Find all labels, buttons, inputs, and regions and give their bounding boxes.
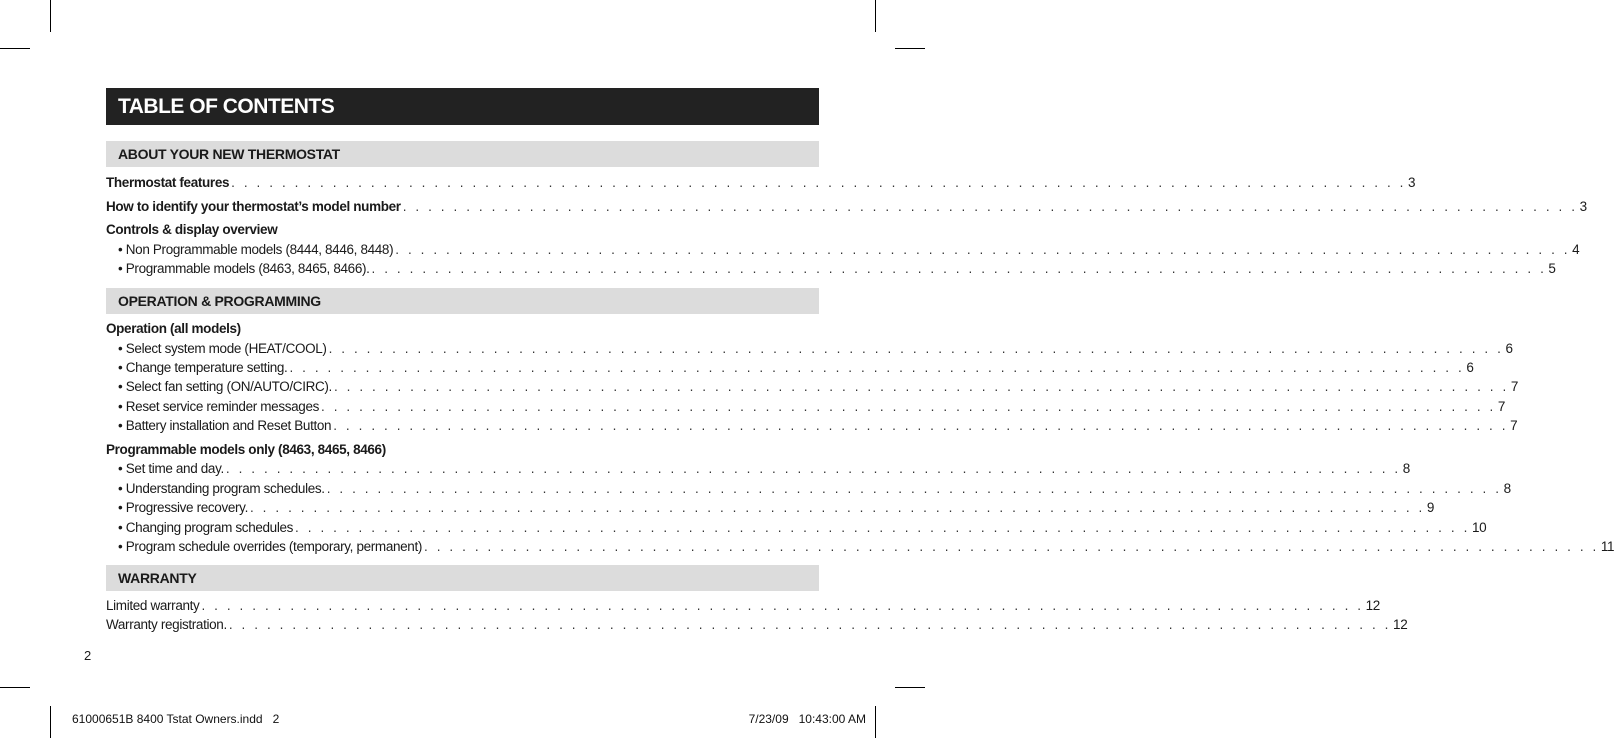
toc-entry-page: 7 bbox=[1510, 379, 1519, 394]
page-number: 2 bbox=[84, 648, 92, 663]
toc-entry[interactable] bbox=[118, 480, 1511, 498]
toc-entry-label: • Program schedule overrides (temporary, permanent) bbox=[118, 539, 423, 554]
toc-entry-page: 8 bbox=[1402, 461, 1410, 476]
toc-entry-label: Limited warranty bbox=[106, 598, 200, 613]
toc-entry-label: Warranty registration. bbox=[106, 617, 227, 632]
toc-entry[interactable] bbox=[118, 538, 1614, 556]
toc-entry-page: 7 bbox=[1497, 399, 1506, 414]
file-slug: 61000651B 8400 Tstat Owners.indd 2 bbox=[72, 712, 280, 726]
toc-entry-label: • Non Programmable models (8444, 8446, 8448) bbox=[118, 242, 394, 257]
toc-entry[interactable] bbox=[118, 378, 1519, 396]
toc-entry[interactable] bbox=[118, 519, 1487, 537]
dot-leader: . . . . . . . . . . . . . . . . . . . . . . . . . . . . . . . . . . . . . . . . . . . . . . . . . . . . . . . . . . . . . . . . . . . . . . . . . . . . . . . . . . . . . . . . . . . . . bbox=[289, 360, 1465, 375]
toc-entry-label: • Battery installation and Reset Button bbox=[118, 418, 332, 433]
crop-mark bbox=[895, 687, 925, 688]
dot-leader: . . . . . . . . . . . . . . . . . . . . . . . . . . . . . . . . . . . . . . . . . . . . . . . . . . . . . . . . . . . . . . . . . . . . . . . . . . . . . . . . . . . . . . . . . . . . . bbox=[231, 175, 1407, 190]
toc-entry-page: 10 bbox=[1471, 520, 1487, 535]
toc-entry[interactable] bbox=[118, 417, 1518, 435]
toc-entry-page: 5 bbox=[1548, 261, 1556, 276]
section-header-operation: OPERATION & PROGRAMMING bbox=[106, 288, 819, 314]
toc-entry-label: • Change temperature setting. bbox=[118, 360, 288, 375]
crop-mark bbox=[50, 0, 51, 32]
toc-entry-page: 6 bbox=[1466, 360, 1474, 375]
toc-entry[interactable] bbox=[106, 174, 1416, 192]
toc-entry-label: Thermostat features bbox=[106, 175, 230, 190]
page-title: TABLE OF CONTENTS bbox=[106, 88, 819, 125]
dot-leader: . . . . . . . . . . . . . . . . . . . . . . . . . . . . . . . . . . . . . . . . . . . . . . . . . . . . . . . . . . . . . . . . . . . . . . . . . . . . . . . . . . . . . . . . . . . . . bbox=[328, 341, 1504, 356]
dot-leader: . . . . . . . . . . . . . . . . . . . . . . . . . . . . . . . . . . . . . . . . . . . . . . . . . . . . . . . . . . . . . . . . . . . . . . . . . . . . . . . . . . . . . . . . . . . . . bbox=[225, 461, 1401, 476]
toc-entry-label: • Select fan setting (ON/AUTO/CIRC). bbox=[118, 379, 332, 394]
toc-entry[interactable] bbox=[106, 597, 1380, 615]
toc-entry[interactable] bbox=[118, 460, 1410, 478]
section-header-warranty: WARRANTY bbox=[106, 565, 819, 591]
toc-entry-page: 8 bbox=[1503, 481, 1511, 496]
toc-entry-label: • Reset service reminder messages bbox=[118, 399, 320, 414]
date-slug: 7/23/09 10:43:00 AM bbox=[748, 712, 866, 726]
toc-entry-label: • Set time and day. bbox=[118, 461, 224, 476]
dot-leader: . . . . . . . . . . . . . . . . . . . . . . . . . . . . . . . . . . . . . . . . . . . . . . . . . . . . . . . . . . . . . . . . . . . . . . . . . . . . . . . . . . . . . . . . . . . . bbox=[201, 598, 1364, 613]
subsection-heading: Programmable models only (8463, 8465, 8466) bbox=[106, 442, 386, 457]
crop-mark bbox=[0, 687, 30, 688]
subsection-heading: Controls & display overview bbox=[106, 222, 278, 237]
dot-leader: . . . . . . . . . . . . . . . . . . . . . . . . . . . . . . . . . . . . . . . . . . . . . . . . . . . . . . . . . . . . . . . . . . . . . . . . . . . . . . . . . . . . . . . . . . . . . bbox=[333, 379, 1509, 394]
toc-entry[interactable] bbox=[118, 359, 1474, 377]
dot-leader: . . . . . . . . . . . . . . . . . . . . . . . . . . . . . . . . . . . . . . . . . . . . . . . . . . . . . . . . . . . . . . . . . . . . . . . . . . . . . . . . . . . . . . . . . . . . . bbox=[295, 520, 1470, 535]
toc-entry-label: • Select system mode (HEAT/COOL) bbox=[118, 341, 327, 356]
crop-mark bbox=[0, 48, 30, 49]
dot-leader: . . . . . . . . . . . . . . . . . . . . . . . . . . . . . . . . . . . . . . . . . . . . . . . . . . . . . . . . . . . . . . . . . . . . . . . . . . . . . . . . . . . . . . . . . . . . . bbox=[321, 399, 1496, 414]
toc-entry[interactable] bbox=[106, 198, 1587, 216]
toc-entry-page: 3 bbox=[1408, 175, 1416, 190]
subsection-heading: Operation (all models) bbox=[106, 321, 241, 336]
dot-leader: . . . . . . . . . . . . . . . . . . . . . . . . . . . . . . . . . . . . . . . . . . . . . . . . . . . . . . . . . . . . . . . . . . . . . . . . . . . . . . . . . . . . . . . . . . . . . bbox=[326, 481, 1502, 496]
crop-mark bbox=[875, 706, 876, 738]
toc-entry-page: 7 bbox=[1510, 418, 1518, 433]
crop-mark bbox=[895, 48, 925, 49]
toc-entry[interactable] bbox=[118, 499, 1435, 517]
toc-entry-label: • Programmable models (8463, 8465, 8466). bbox=[118, 261, 370, 276]
dot-leader: . . . . . . . . . . . . . . . . . . . . . . . . . . . . . . . . . . . . . . . . . . . . . . . . . . . . . . . . . . . . . . . . . . . . . . . . . . . . . . . . . . . . . . . . . . . . . bbox=[333, 418, 1509, 433]
toc-entry[interactable] bbox=[118, 398, 1506, 416]
toc-entry[interactable] bbox=[118, 340, 1513, 358]
dot-leader: . . . . . . . . . . . . . . . . . . . . . . . . . . . . . . . . . . . . . . . . . . . . . . . . . . . . . . . . . . . . . . . . . . . . . . . . . . . . . . . . . . . . . . . . . . . . . bbox=[249, 500, 1425, 515]
toc-entry-page: 6 bbox=[1505, 341, 1513, 356]
section-header-about: ABOUT YOUR NEW THERMOSTAT bbox=[106, 141, 819, 167]
toc-entry-page: 4 bbox=[1572, 242, 1580, 257]
crop-mark bbox=[875, 0, 876, 32]
crop-mark bbox=[50, 706, 51, 738]
dot-leader: . . . . . . . . . . . . . . . . . . . . . . . . . . . . . . . . . . . . . . . . . . . . . . . . . . . . . . . . . . . . . . . . . . . . . . . . . . . . . . . . . . . . . . . . . . . . . bbox=[424, 539, 1599, 554]
toc-entry-label: • Understanding program schedules. bbox=[118, 481, 325, 496]
dot-leader: . . . . . . . . . . . . . . . . . . . . . . . . . . . . . . . . . . . . . . . . . . . . . . . . . . . . . . . . . . . . . . . . . . . . . . . . . . . . . . . . . . . . . . . . . . . . . bbox=[395, 242, 1571, 257]
dot-leader: . . . . . . . . . . . . . . . . . . . . . . . . . . . . . . . . . . . . . . . . . . . . . . . . . . . . . . . . . . . . . . . . . . . . . . . . . . . . . . . . . . . . . . . . . . . . bbox=[228, 617, 1392, 632]
toc-entry-label: • Changing program schedules bbox=[118, 520, 294, 535]
toc-entry-page: 12 bbox=[1365, 598, 1380, 613]
toc-entry[interactable] bbox=[118, 260, 1556, 278]
toc-entry-label: • Progressive recovery. bbox=[118, 500, 248, 515]
toc-entry[interactable] bbox=[106, 616, 1408, 634]
toc-entry-label: How to identify your thermostat’s model number bbox=[106, 199, 401, 214]
toc-entry[interactable] bbox=[118, 241, 1580, 259]
toc-entry-page: 11 bbox=[1600, 539, 1614, 554]
dot-leader: . . . . . . . . . . . . . . . . . . . . . . . . . . . . . . . . . . . . . . . . . . . . . . . . . . . . . . . . . . . . . . . . . . . . . . . . . . . . . . . . . . . . . . . . . . . . . bbox=[371, 261, 1547, 276]
toc-entry-page: 12 bbox=[1393, 617, 1408, 632]
dot-leader: . . . . . . . . . . . . . . . . . . . . . . . . . . . . . . . . . . . . . . . . . . . . . . . . . . . . . . . . . . . . . . . . . . . . . . . . . . . . . . . . . . . . . . . . . . . . . bbox=[402, 199, 1578, 214]
toc-entry-page: 3 bbox=[1579, 199, 1587, 214]
toc-entry-page: 9 bbox=[1426, 500, 1435, 515]
